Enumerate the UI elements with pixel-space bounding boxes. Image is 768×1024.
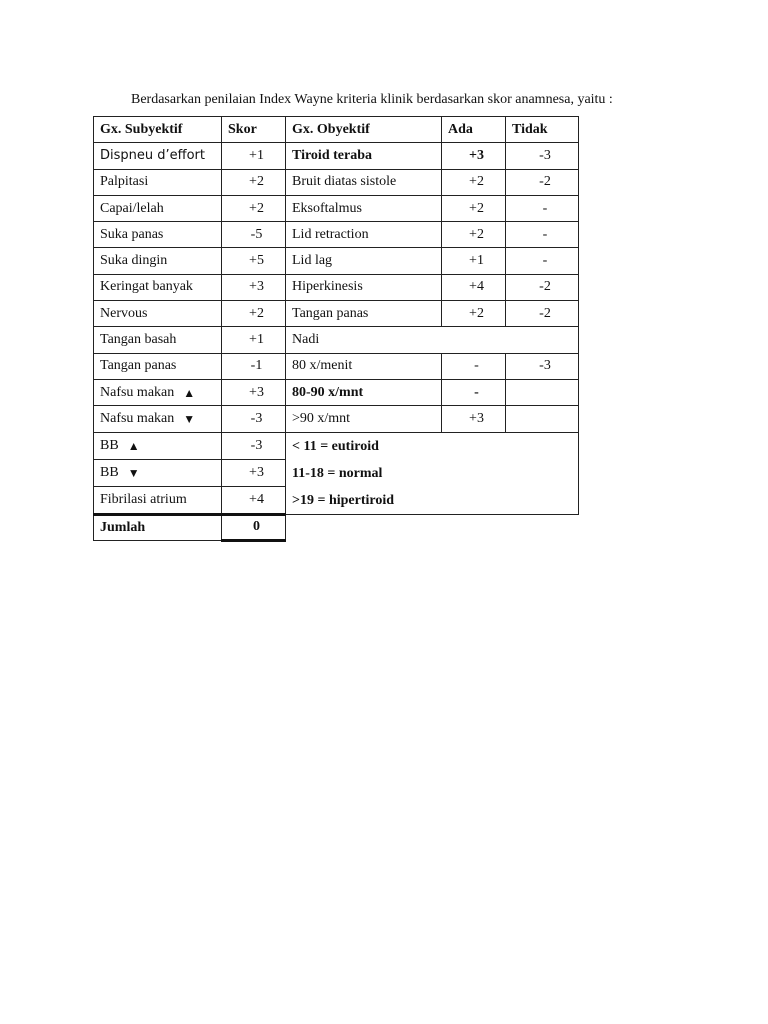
subjective-label: Nafsu makan: [100, 384, 175, 400]
objective-ada: +1: [442, 248, 506, 274]
table-row: [94, 248, 579, 274]
objective-ada: +2: [442, 195, 506, 221]
objective-ada: +3: [442, 143, 506, 169]
subjective-label-cell: [94, 406, 222, 432]
subjective-label-text: Dispneu d’effort: [100, 147, 205, 163]
objective-ada: +2: [442, 222, 506, 248]
legend-normal: 11-18 = normal: [292, 465, 383, 481]
header-subjective: Gx. Subyektif: [94, 117, 222, 143]
total-row-empty: [286, 514, 579, 540]
objective-tidak: -2: [506, 301, 579, 327]
subjective-score: +3: [222, 379, 286, 405]
arrow-up-icon: ▲: [127, 438, 140, 453]
subjective-score: +4: [222, 487, 286, 514]
subjective-label-cell: [94, 432, 222, 459]
objective-tidak: -: [506, 222, 579, 248]
objective-section-nadi: Nadi: [286, 327, 579, 353]
subjective-score: +5: [222, 248, 286, 274]
subjective-score: +1: [222, 327, 286, 353]
subjective-label-cell: [94, 379, 222, 405]
subjective-score: -3: [222, 432, 286, 459]
header-ada: Ada: [442, 117, 506, 143]
subjective-label: [94, 143, 222, 169]
score-legend: [286, 432, 579, 514]
table-row: [94, 301, 579, 327]
objective-tidak: -3: [506, 353, 579, 379]
subjective-score: -5: [222, 222, 286, 248]
subjective-label: Tangan panas: [94, 353, 222, 379]
table-row: [94, 406, 579, 432]
subjective-label-cell: [94, 459, 222, 486]
subjective-score: +2: [222, 169, 286, 195]
subjective-label: Fibrilasi atrium: [94, 487, 222, 514]
header-row: [94, 117, 579, 143]
objective-tidak: [506, 406, 579, 432]
subjective-label: Suka panas: [94, 222, 222, 248]
subjective-label: Capai/lelah: [94, 195, 222, 221]
subjective-score: +3: [222, 459, 286, 486]
objective-label: Hiperkinesis: [286, 274, 442, 300]
wayne-index-table: [93, 116, 579, 542]
header-score: Skor: [222, 117, 286, 143]
objective-ada: +4: [442, 274, 506, 300]
objective-label: >90 x/mnt: [286, 406, 442, 432]
subjective-label: Nafsu makan: [100, 411, 175, 427]
subjective-label: Palpitasi: [94, 169, 222, 195]
table-row: [94, 379, 579, 405]
subjective-label: Tangan basah: [94, 327, 222, 353]
objective-label: 80 x/menit: [286, 353, 442, 379]
objective-label: Lid lag: [286, 248, 442, 274]
legend-hipertiroid: >19 = hipertiroid: [292, 492, 395, 508]
objective-label: Lid retraction: [286, 222, 442, 248]
subjective-label: Keringat banyak: [94, 274, 222, 300]
objective-label: 80-90 x/mnt: [286, 379, 442, 405]
objective-tidak: -2: [506, 169, 579, 195]
table-row: [94, 274, 579, 300]
arrow-up-icon: ▲: [183, 385, 196, 400]
header-tidak: Tidak: [506, 117, 579, 143]
objective-ada: -: [442, 379, 506, 405]
objective-tidak: -: [506, 248, 579, 274]
subjective-label: BB: [100, 437, 119, 453]
subjective-score: -1: [222, 353, 286, 379]
table-row: [94, 195, 579, 221]
table-row: [94, 222, 579, 248]
objective-tidak: -2: [506, 274, 579, 300]
table-row: [94, 143, 579, 169]
objective-label: Bruit diatas sistole: [286, 169, 442, 195]
objective-tidak: [506, 379, 579, 405]
subjective-label: Nervous: [94, 301, 222, 327]
objective-tidak: -3: [506, 143, 579, 169]
subjective-score: +2: [222, 195, 286, 221]
subjective-score: +1: [222, 143, 286, 169]
total-row: [94, 514, 579, 540]
table-row: [94, 327, 579, 353]
subjective-label: Suka dingin: [94, 248, 222, 274]
objective-tidak: -: [506, 195, 579, 221]
objective-ada: +2: [442, 169, 506, 195]
intro-text: Berdasarkan penilaian Index Wayne kriteria klinik berdasarkan skor anamnesa, yaitu :: [131, 92, 613, 107]
arrow-down-icon: ▼: [183, 411, 196, 426]
total-label: Jumlah: [94, 514, 222, 540]
subjective-label: BB: [100, 465, 119, 481]
header-objective: Gx. Obyektif: [286, 117, 442, 143]
legend-eutiroid: < 11 = eutiroid: [292, 438, 379, 454]
arrow-down-icon: ▼: [127, 465, 140, 480]
objective-label: Tiroid teraba: [286, 143, 442, 169]
objective-label: Eksoftalmus: [286, 195, 442, 221]
subjective-score: +2: [222, 301, 286, 327]
objective-ada: -: [442, 353, 506, 379]
table-row: [94, 432, 579, 459]
objective-ada: +2: [442, 301, 506, 327]
objective-ada: +3: [442, 406, 506, 432]
subjective-score: +3: [222, 274, 286, 300]
table-row: [94, 353, 579, 379]
total-score: 0: [222, 514, 286, 540]
subjective-score: -3: [222, 406, 286, 432]
table-row: [94, 169, 579, 195]
objective-label: Tangan panas: [286, 301, 442, 327]
